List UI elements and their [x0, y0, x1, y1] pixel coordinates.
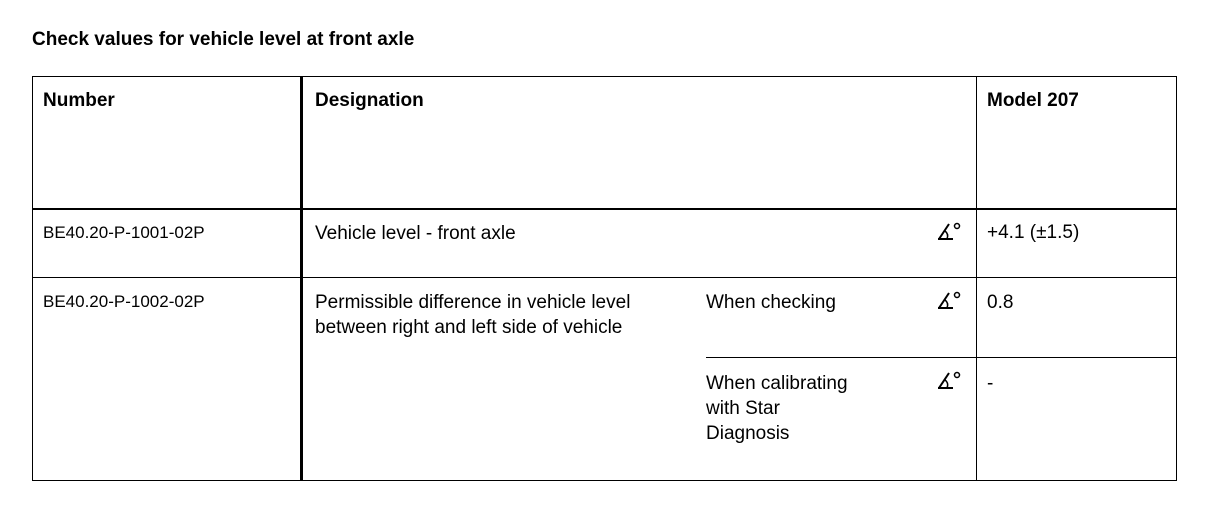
header-number: Number — [43, 90, 115, 111]
row-2-designation-line-1: Permissible difference in vehicle level — [315, 292, 631, 313]
row-1-number: BE40.20-P-1001-02P — [43, 223, 205, 242]
header-divider — [33, 208, 1176, 210]
column-divider-designation — [976, 77, 977, 480]
header-model: Model 207 — [987, 90, 1079, 111]
angle-degree-icon — [935, 370, 961, 392]
row-2-condition-checking: When checking — [706, 292, 836, 313]
header-designation: Designation — [315, 90, 424, 111]
row-2-value-checking: 0.8 — [987, 292, 1014, 313]
row-1-value: +4.1 (±1.5) — [987, 222, 1080, 243]
row-2-designation-line-2: between right and left side of vehicle — [315, 317, 623, 338]
row-2-condition-calibrating-line-3: Diagnosis — [706, 423, 790, 444]
angle-degree-icon — [935, 290, 961, 312]
row-1-designation: Vehicle level - front axle — [315, 223, 516, 244]
row-2-condition-calibrating-line-2: with Star — [706, 398, 780, 419]
check-values-table — [32, 76, 1177, 481]
row-2-condition-calibrating-line-1: When calibrating — [706, 373, 848, 394]
page-title: Check values for vehicle level at front axle — [32, 29, 415, 50]
angle-degree-icon — [935, 221, 961, 243]
column-divider-number — [300, 77, 303, 480]
row-divider — [33, 277, 1176, 278]
subrow-divider — [706, 357, 1176, 358]
row-2-number: BE40.20-P-1002-02P — [43, 292, 205, 311]
row-2-value-calibrating: - — [987, 373, 994, 394]
